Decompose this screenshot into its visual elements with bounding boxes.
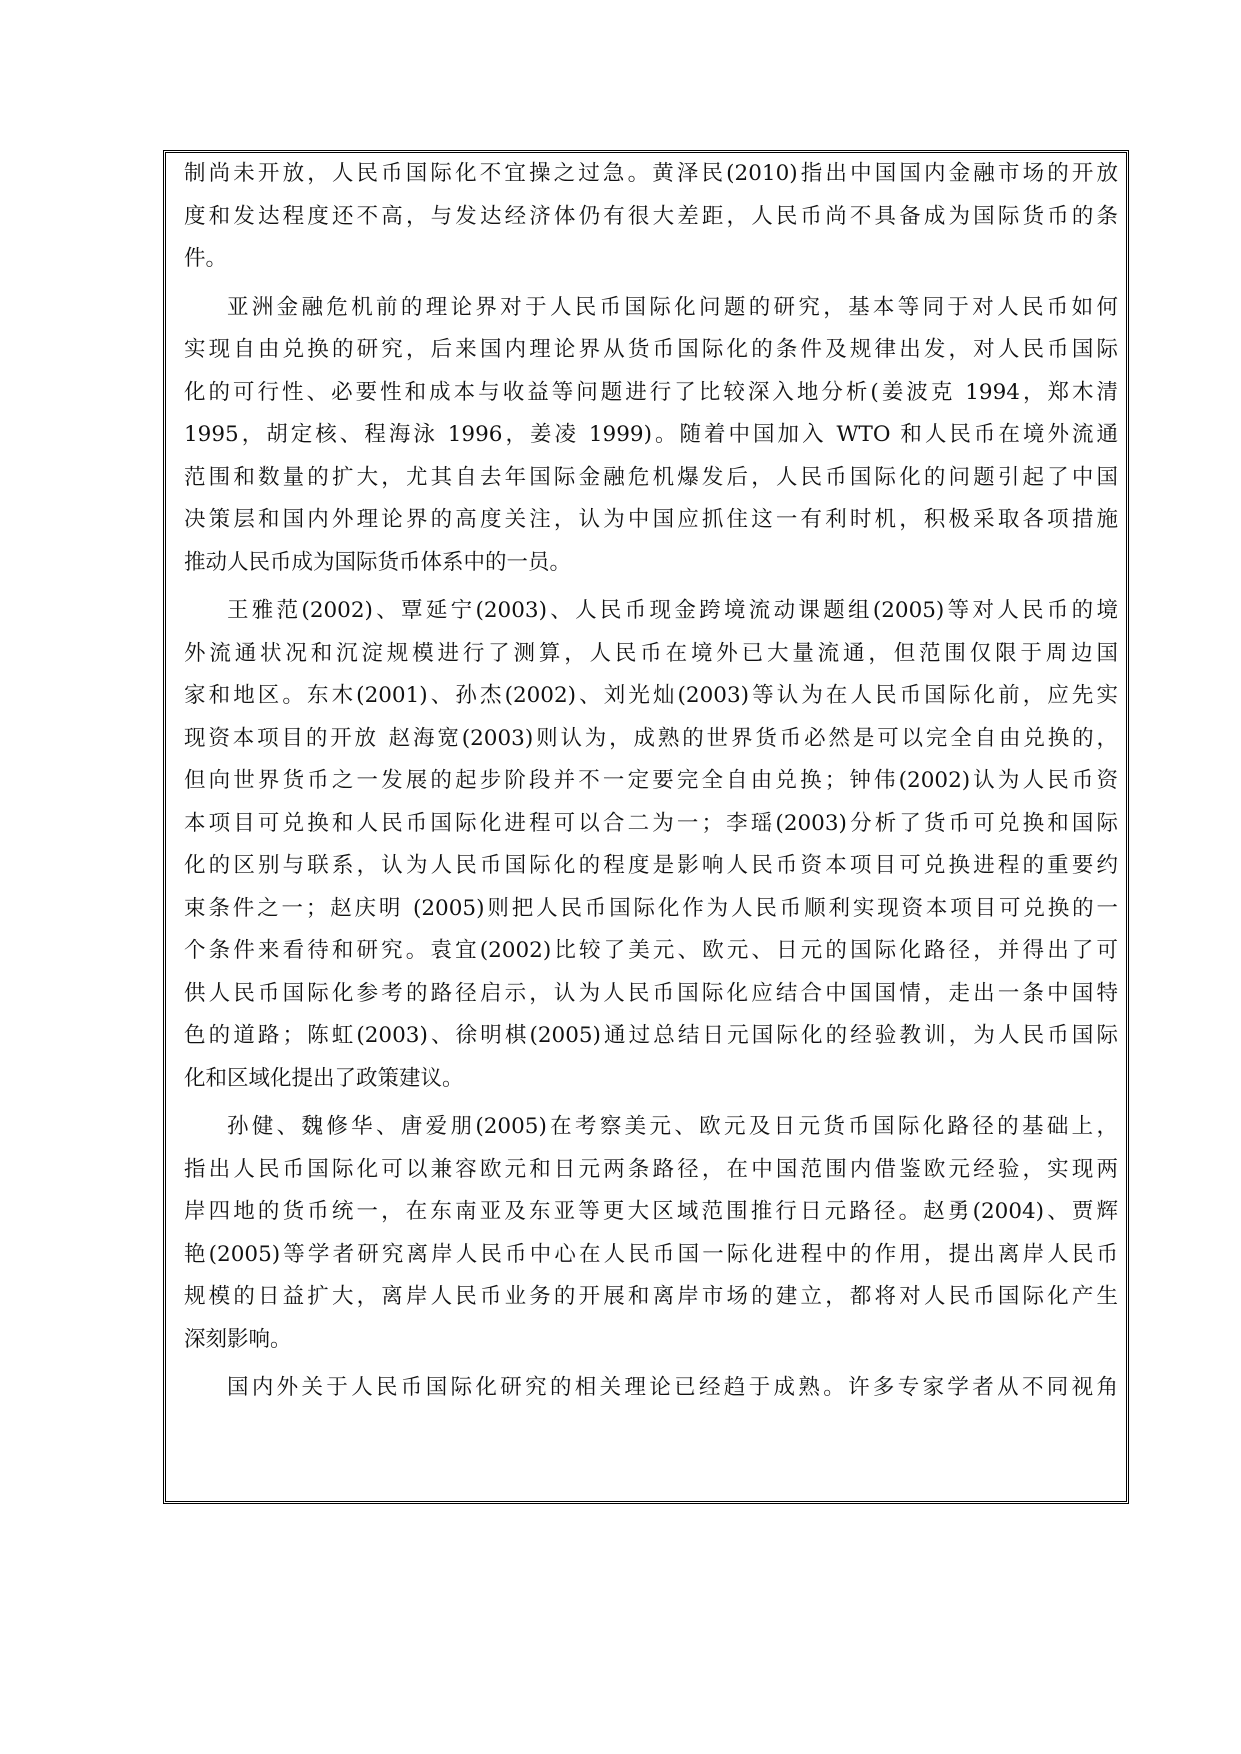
text-line: 现资本项目的开放 赵海宽(2003)则认为，成熟的世界货币必然是可以完全自由兑换的， <box>184 725 1118 751</box>
text-line: 家和地区。东木(2001)、孙杰(2002)、刘光灿(2003)等认为在人民币国际化前，应先实 <box>184 683 1118 708</box>
text-line: 外流通状况和沉淀规模进行了测算，人民币在境外已大量流通，但范围仅限于周边国 <box>184 640 1118 666</box>
text-line: 孙健、魏修华、唐爱朋(2005)在考察美元、欧元及日元货币国际化路径的基础上， <box>227 1114 1118 1139</box>
paragraph <box>184 153 1118 281</box>
text-line: 艳(2005)等学者研究离岸人民币中心在人民币国一际化进程中的作用，提出离岸人民币 <box>184 1241 1118 1267</box>
text-line: 指出人民币国际化可以兼容欧元和日元两条路径，在中国范围内借鉴欧元经验，实现两 <box>184 1156 1118 1182</box>
text-line: 亚洲金融危机前的理论界对于人民币国际化问题的研究，基本等同于对人民币如何 <box>227 294 1118 320</box>
text-line: 国内外关于人民币国际化研究的相关理论已经趋于成熟。许多专家学者从不同视角 <box>227 1375 1118 1400</box>
paragraph <box>184 287 1118 585</box>
text-line: 推动人民币成为国际货币体系中的一员。 <box>184 549 572 575</box>
paragraph <box>184 590 1118 1100</box>
document-body <box>184 153 1118 1410</box>
text-line: 个条件来看待和研究。袁宜(2002)比较了美元、欧元、日元的国际化路径，并得出了可 <box>184 938 1118 963</box>
text-line: 实现自由兑换的研究，后来国内理论界从货币国际化的条件及规律出发，对人民币国际 <box>184 337 1118 362</box>
text-line: 件。 <box>184 246 228 271</box>
document-frame <box>163 150 1129 1504</box>
text-line: 岸四地的货币统一，在东南亚及东亚等更大区域范围推行日元路径。赵勇(2004)、贾辉 <box>184 1199 1118 1224</box>
text-line: 决策层和国内外理论界的高度关注，认为中国应抓住这一有利时机，积极采取各项措施 <box>184 507 1118 532</box>
text-line: 范围和数量的扩大，尤其自去年国际金融危机爆发后，人民币国际化的问题引起了中国 <box>184 464 1118 490</box>
text-line: 化的区别与联系，认为人民币国际化的程度是影响人民币资本项目可兑换进程的重要约 <box>184 853 1118 878</box>
text-line: 深刻影响。 <box>184 1326 292 1352</box>
text-line: 化和区域化提出了政策建议。 <box>184 1065 464 1091</box>
text-line: 制尚未开放，人民币国际化不宜操之过急。黄泽民(2010)指出中国国内金融市场的开放 <box>184 161 1118 186</box>
text-line: 束条件之一；赵庆明 (2005)则把人民币国际化作为人民币顺利实现资本项目可兑换的一 <box>184 895 1118 921</box>
text-line: 度和发达程度还不高，与发达经济体仍有很大差距，人民币尚不具备成为国际货币的条 <box>184 203 1118 229</box>
text-line: 1995，胡定核、程海泳 1996，姜凌 1999)。随着中国加入 WTO 和人民币在境外流通 <box>184 422 1118 447</box>
text-line: 供人民币国际化参考的路径启示，认为人民币国际化应结合中国国情，走出一条中国特 <box>184 980 1118 1006</box>
text-line: 化的可行性、必要性和成本与收益等问题进行了比较深入地分析(姜波克 1994，郑木清 <box>184 379 1118 405</box>
text-line: 规模的日益扩大，离岸人民币业务的开展和离岸市场的建立，都将对人民币国际化产生 <box>184 1284 1118 1309</box>
text-line: 王雅范(2002)、覃延宁(2003)、人民币现金跨境流动课题组(2005)等对人民币的境 <box>227 598 1118 623</box>
text-line: 本项目可兑换和人民币国际化进程可以合二为一；李瑶(2003)分析了货币可兑换和国际 <box>184 810 1118 836</box>
paragraph <box>184 1367 1118 1410</box>
paragraph <box>184 1106 1118 1361</box>
text-line: 色的道路；陈虹(2003)、徐明棋(2005)通过总结日元国际化的经验教训，为人民币国际 <box>184 1023 1118 1048</box>
text-line: 但向世界货币之一发展的起步阶段并不一定要完全自由兑换；钟伟(2002)认为人民币资 <box>184 768 1118 793</box>
